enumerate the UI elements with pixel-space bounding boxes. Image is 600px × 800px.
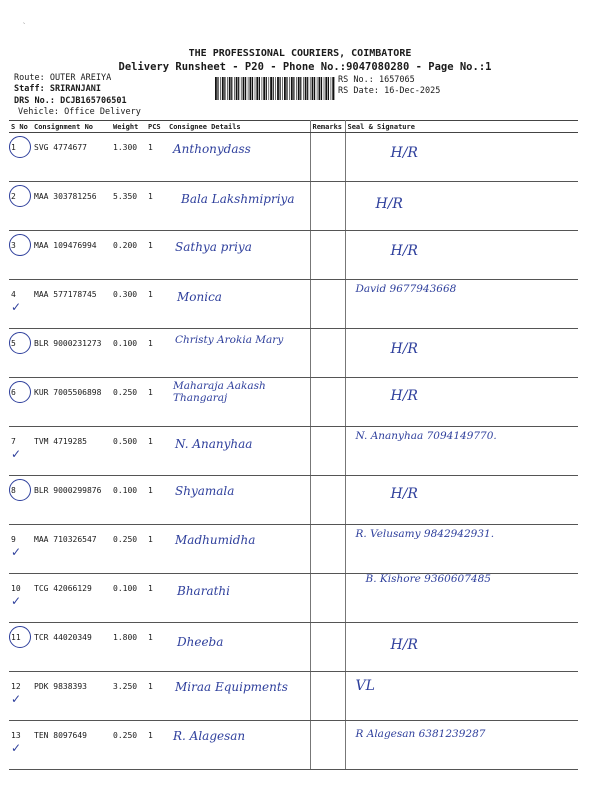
rs-date-value: 16-Dec-2025 xyxy=(384,86,441,96)
row-consignee-handwriting: N. Ananyhaa xyxy=(175,437,253,451)
row-pcs: 1 xyxy=(146,476,167,525)
row-remarks xyxy=(310,427,345,476)
barcode-bar xyxy=(317,77,318,100)
row-remarks xyxy=(310,280,345,329)
barcode-bar xyxy=(236,77,238,100)
row-pcs: 1 xyxy=(146,721,167,770)
row-consignee-cell xyxy=(167,378,310,427)
barcode-bar xyxy=(270,77,272,100)
table-row xyxy=(9,182,578,231)
barcode-bar xyxy=(331,77,332,100)
barcode-bar xyxy=(227,77,228,100)
row-consignment-no: MAA 303781256 xyxy=(32,182,111,231)
row-sno-cell xyxy=(9,133,32,182)
barcode-bar xyxy=(280,77,281,100)
barcode-bar xyxy=(293,77,294,100)
barcode-bar xyxy=(273,77,274,100)
row-signature-cell xyxy=(345,672,578,721)
barcode-bar xyxy=(222,77,224,100)
row-sno-cell xyxy=(9,231,32,280)
row-weight: 0.100 xyxy=(111,329,146,378)
table-row xyxy=(9,427,578,476)
table-row xyxy=(9,721,578,770)
row-pcs: 1 xyxy=(146,329,167,378)
row-signature-handwriting: H/R xyxy=(390,341,418,357)
route-label: Route: xyxy=(14,73,45,83)
barcode-bar xyxy=(220,77,221,100)
staff-label: Staff: xyxy=(14,84,45,94)
barcode-bar xyxy=(250,77,252,100)
row-signature-cell xyxy=(345,623,578,672)
row-pcs: 1 xyxy=(146,525,167,574)
barcode-bar xyxy=(310,77,311,100)
barcode-bar xyxy=(291,77,293,100)
barcode-bar xyxy=(243,77,245,100)
barcode-bar xyxy=(284,77,286,100)
row-pcs: 1 xyxy=(146,672,167,721)
barcode-bar xyxy=(262,77,263,100)
rs-no-line xyxy=(338,75,415,85)
vehicle-value: Office Delivery xyxy=(64,107,141,117)
row-consignee-cell xyxy=(167,133,310,182)
row-consignee-handwriting: Miraa Equipments xyxy=(175,680,288,694)
barcode-bar xyxy=(215,77,217,100)
barcode-bar xyxy=(248,77,249,100)
row-sno: 11 xyxy=(11,633,21,642)
row-consignee-handwriting: Maharaja Aakash Thangaraj xyxy=(173,380,266,404)
row-weight: 0.250 xyxy=(111,525,146,574)
route-line xyxy=(14,73,111,83)
table-row xyxy=(9,623,578,672)
row-consignee-cell xyxy=(167,623,310,672)
rs-no-label: RS No.: xyxy=(338,75,374,85)
barcode-bar xyxy=(269,77,270,100)
row-signature-handwriting: VL xyxy=(355,678,375,694)
barcode-bar xyxy=(255,77,256,100)
rs-date-line xyxy=(338,86,440,96)
handwritten-check-icon: ✓ xyxy=(11,300,22,314)
barcode-bar xyxy=(217,77,218,100)
row-signature-handwriting: H/R xyxy=(390,243,418,259)
row-remarks xyxy=(310,329,345,378)
drs-line xyxy=(14,96,127,106)
row-consignee-handwriting: Christy Arokia Mary xyxy=(175,334,284,346)
row-consignee-cell xyxy=(167,672,310,721)
barcode-bar xyxy=(296,77,297,100)
row-signature-handwriting: H/R xyxy=(390,145,418,161)
handwritten-check-icon: ✓ xyxy=(11,545,22,559)
handwritten-check-icon: ✓ xyxy=(11,594,22,608)
row-signature-cell xyxy=(345,231,578,280)
barcode-bar xyxy=(282,77,283,100)
row-signature-handwriting: H/R xyxy=(390,486,418,502)
row-consignment-no: KUR 7005506898 xyxy=(32,378,111,427)
barcode-bar xyxy=(286,77,287,100)
barcode-bar xyxy=(312,77,314,100)
barcode-bar xyxy=(324,77,325,100)
barcode-bar xyxy=(314,77,315,100)
row-sno: 5 xyxy=(11,339,16,348)
row-weight: 3.250 xyxy=(111,672,146,721)
company-title: THE PROFESSIONAL COURIERS, COIMBATORE xyxy=(188,48,412,59)
row-weight: 1.300 xyxy=(111,133,146,182)
row-signature-handwriting: H/R xyxy=(390,637,418,653)
row-signature-cell xyxy=(345,280,578,329)
row-consignment-no: BLR 9000231273 xyxy=(32,329,111,378)
row-remarks xyxy=(310,378,345,427)
row-weight: 0.100 xyxy=(111,476,146,525)
row-sno: 7 xyxy=(11,437,16,446)
route-value: OUTER AREIYA xyxy=(49,73,112,83)
barcode-bar xyxy=(245,77,246,100)
row-consignee-handwriting: Shyamala xyxy=(175,484,235,498)
barcode-bar xyxy=(298,77,300,100)
table-row xyxy=(9,476,578,525)
handwritten-check-icon: ✓ xyxy=(11,692,22,706)
barcode-bar xyxy=(321,77,322,100)
vehicle-label: Vehicle: xyxy=(18,107,59,117)
col-header-consignee: Consignee Details xyxy=(167,121,310,133)
row-sno: 10 xyxy=(11,584,21,593)
row-sno: 12 xyxy=(11,682,21,691)
row-weight: 0.250 xyxy=(111,721,146,770)
col-header-signature: Seal & Signature xyxy=(345,121,578,133)
barcode-bar xyxy=(259,77,260,100)
barcode-bar xyxy=(328,77,329,100)
row-signature-cell xyxy=(345,329,578,378)
row-pcs: 1 xyxy=(146,427,167,476)
row-consignee-cell xyxy=(167,721,310,770)
row-remarks xyxy=(310,672,345,721)
row-consignee-cell xyxy=(167,182,310,231)
row-consignee-cell xyxy=(167,280,310,329)
table-row xyxy=(9,280,578,329)
row-consignee-handwriting: Sathya priya xyxy=(175,240,252,254)
row-sno: 6 xyxy=(11,388,16,397)
barcode-graphic xyxy=(215,77,335,100)
barcode-bar xyxy=(266,77,267,100)
row-signature-cell xyxy=(345,378,578,427)
row-signature-handwriting: R Alagesan 6381239287 xyxy=(355,728,486,740)
row-sno-cell xyxy=(9,427,32,476)
scan-speck: ` xyxy=(22,22,27,31)
row-consignment-no: TCR 44020349 xyxy=(32,623,111,672)
barcode-bar xyxy=(263,77,265,100)
row-sno-cell xyxy=(9,574,32,623)
row-signature-handwriting: H/R xyxy=(390,388,418,404)
col-header-pcs: PCS xyxy=(146,121,167,133)
row-weight: 0.300 xyxy=(111,280,146,329)
table-row xyxy=(9,231,578,280)
barcode-bar xyxy=(256,77,258,100)
row-consignment-no: TVM 4719285 xyxy=(32,427,111,476)
row-weight: 0.100 xyxy=(111,574,146,623)
row-pcs: 1 xyxy=(146,574,167,623)
row-weight: 0.200 xyxy=(111,231,146,280)
row-sno-cell xyxy=(9,623,32,672)
row-weight: 1.800 xyxy=(111,623,146,672)
row-sno-cell xyxy=(9,329,32,378)
row-signature-cell xyxy=(345,182,578,231)
barcode-bar xyxy=(224,77,225,100)
row-sno-cell xyxy=(9,378,32,427)
row-pcs: 1 xyxy=(146,623,167,672)
row-signature-cell xyxy=(345,133,578,182)
row-sno-cell xyxy=(9,182,32,231)
runsheet-subtitle: Delivery Runsheet - P20 - Phone No.:9047080280 - Page No.:1 xyxy=(118,61,492,73)
row-signature-handwriting: B. Kishore 9360607485 xyxy=(365,573,491,585)
col-header-consignment: Consignment No xyxy=(32,121,111,133)
barcode-bar xyxy=(277,77,279,100)
row-remarks xyxy=(310,133,345,182)
row-consignee-cell xyxy=(167,574,310,623)
table-header-row xyxy=(9,121,578,133)
row-signature-handwriting: R. Velusamy 9842942931. xyxy=(355,528,495,540)
row-weight: 0.500 xyxy=(111,427,146,476)
row-consignment-no: MAA 109476994 xyxy=(32,231,111,280)
row-sno-cell xyxy=(9,280,32,329)
row-consignee-handwriting: Monica xyxy=(177,290,222,304)
staff-value: SRIRANJANI xyxy=(49,84,102,94)
row-consignee-handwriting: Bharathi xyxy=(177,584,230,598)
barcode-bar xyxy=(241,77,242,100)
row-sno-cell xyxy=(9,672,32,721)
row-signature-handwriting: N. Ananyhaa 7094149770. xyxy=(355,430,497,442)
row-consignment-no: SVG 4774677 xyxy=(32,133,111,182)
row-signature-cell xyxy=(345,721,578,770)
row-signature-handwriting: David 9677943668 xyxy=(355,283,457,295)
row-remarks xyxy=(310,525,345,574)
row-signature-cell xyxy=(345,427,578,476)
row-pcs: 1 xyxy=(146,133,167,182)
row-remarks xyxy=(310,721,345,770)
barcode-bar xyxy=(252,77,253,100)
barcode-bar xyxy=(234,77,235,100)
barcode-bar xyxy=(325,77,327,100)
row-consignee-handwriting: Bala Lakshmipriya xyxy=(181,192,295,206)
row-consignee-handwriting: Madhumidha xyxy=(175,533,256,547)
vehicle-line xyxy=(18,107,141,117)
table-row xyxy=(9,133,578,182)
row-consignee-cell xyxy=(167,476,310,525)
barcode-bar xyxy=(319,77,321,100)
row-consignee-handwriting: Dheeba xyxy=(177,635,224,649)
row-consignment-no: BLR 9000299876 xyxy=(32,476,111,525)
row-pcs: 1 xyxy=(146,280,167,329)
handwritten-check-icon: ✓ xyxy=(11,447,22,461)
row-sno-cell xyxy=(9,476,32,525)
row-sno: 13 xyxy=(11,731,21,740)
table-row xyxy=(9,672,578,721)
barcode-bar xyxy=(303,77,304,100)
barcode-bar xyxy=(307,77,308,100)
row-remarks xyxy=(310,476,345,525)
row-remarks xyxy=(310,623,345,672)
row-sno: 3 xyxy=(11,241,16,250)
row-sno-cell xyxy=(9,525,32,574)
barcode-bar xyxy=(275,77,276,100)
row-remarks xyxy=(310,574,345,623)
row-consignment-no: PDK 9838393 xyxy=(32,672,111,721)
row-consignment-no: TEN 8097649 xyxy=(32,721,111,770)
row-pcs: 1 xyxy=(146,231,167,280)
row-sno: 4 xyxy=(11,290,16,299)
row-consignee-cell xyxy=(167,427,310,476)
row-consignee-handwriting: Anthonydass xyxy=(173,142,251,156)
row-pcs: 1 xyxy=(146,378,167,427)
row-sno: 2 xyxy=(11,192,16,201)
staff-line xyxy=(14,84,101,94)
row-consignee-handwriting: R. Alagesan xyxy=(173,729,246,743)
row-remarks xyxy=(310,231,345,280)
col-header-sno: S No xyxy=(9,121,32,133)
barcode-bar xyxy=(231,77,232,100)
table-row xyxy=(9,574,578,623)
drs-value: DCJB165706501 xyxy=(60,96,127,106)
barcode-bar xyxy=(229,77,231,100)
row-weight: 0.250 xyxy=(111,378,146,427)
row-remarks xyxy=(310,182,345,231)
barcode-bar xyxy=(289,77,290,100)
row-sno: 8 xyxy=(11,486,16,495)
rs-date-label: RS Date: xyxy=(338,86,379,96)
row-pcs: 1 xyxy=(146,182,167,231)
table-row xyxy=(9,329,578,378)
delivery-table xyxy=(9,120,578,770)
row-signature-cell xyxy=(345,574,578,623)
barcode-bar xyxy=(300,77,301,100)
row-sno-cell xyxy=(9,721,32,770)
table-row xyxy=(9,525,578,574)
row-sno: 9 xyxy=(11,535,16,544)
barcode-bar xyxy=(238,77,239,100)
row-weight: 5.350 xyxy=(111,182,146,231)
row-consignment-no: TCG 42066129 xyxy=(32,574,111,623)
col-header-remarks: Remarks xyxy=(310,121,345,133)
table-row xyxy=(9,378,578,427)
row-sno: 1 xyxy=(11,143,16,152)
drs-label: DRS No.: xyxy=(14,96,55,106)
handwritten-check-icon: ✓ xyxy=(11,741,22,755)
col-header-weight: Weight xyxy=(111,121,146,133)
row-signature-handwriting: H/R xyxy=(375,196,403,212)
row-consignee-cell xyxy=(167,525,310,574)
row-signature-cell xyxy=(345,525,578,574)
barcode-bar xyxy=(305,77,307,100)
barcode-bar xyxy=(332,77,334,100)
rs-no-value: 1657065 xyxy=(378,75,415,85)
row-consignee-cell xyxy=(167,231,310,280)
row-consignee-cell xyxy=(167,329,310,378)
row-signature-cell xyxy=(345,476,578,525)
row-consignment-no: MAA 710326547 xyxy=(32,525,111,574)
row-consignment-no: MAA 577178745 xyxy=(32,280,111,329)
